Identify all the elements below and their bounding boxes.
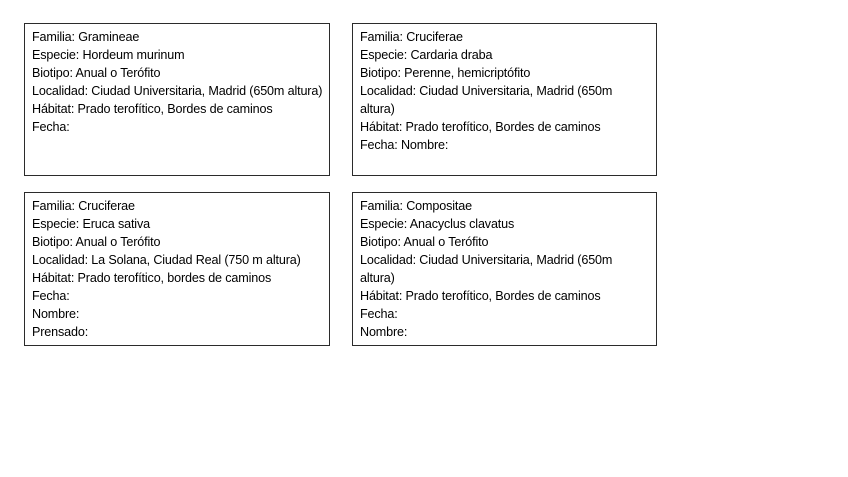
- biotipo-line: Biotipo: Anual o Terófito: [32, 66, 161, 80]
- fecha-line: Fecha:: [32, 289, 70, 303]
- label-card-hordeum-murinum: [24, 23, 330, 176]
- especie-line: Especie: Cardaria draba: [360, 48, 493, 62]
- localidad-line: Localidad: Ciudad Universitaria, Madrid (650m altura): [360, 253, 613, 285]
- habitat-line: Hábitat: Prado terofítico, Bordes de caminos: [360, 120, 601, 134]
- label-card-eruca-sativa: [24, 192, 330, 346]
- biotipo-line: Biotipo: Anual o Terófito: [32, 235, 161, 249]
- familia-line: Familia: Cruciferae: [360, 30, 463, 44]
- localidad-line: Localidad: La Solana, Ciudad Real (750 m altura): [32, 253, 301, 267]
- nombre-line: Nombre:: [32, 307, 80, 321]
- localidad-line: Localidad: Ciudad Universitaria, Madrid (650m altura): [360, 84, 613, 116]
- habitat-line: Hábitat: Prado terofítico, Bordes de caminos: [360, 289, 601, 303]
- familia-line: Familia: Gramineae: [32, 30, 140, 44]
- habitat-line: Hábitat: Prado terofítico, bordes de caminos: [32, 271, 272, 285]
- localidad-line: Localidad: Ciudad Universitaria, Madrid (650m altura): [32, 84, 323, 98]
- biotipo-line: Biotipo: Anual o Terófito: [360, 235, 489, 249]
- familia-line: Familia: Cruciferae: [32, 199, 135, 213]
- fecha-line: Fecha:: [32, 120, 70, 134]
- fecha-line: Fecha:: [360, 307, 398, 321]
- especie-line: Especie: Hordeum murinum: [32, 48, 185, 62]
- label-card-cardaria-draba: [352, 23, 657, 176]
- especie-line: Especie: Eruca sativa: [32, 217, 150, 231]
- fecha-nombre-line: Fecha: Nombre:: [360, 138, 449, 152]
- nombre-line: Nombre:: [360, 325, 408, 339]
- biotipo-line: Biotipo: Perenne, hemicriptófito: [360, 66, 531, 80]
- prensado-line: Prensado:: [32, 325, 89, 339]
- especie-line: Especie: Anacyclus clavatus: [360, 217, 515, 231]
- habitat-line: Hábitat: Prado terofítico, Bordes de caminos: [32, 102, 273, 116]
- familia-line: Familia: Compositae: [360, 199, 472, 213]
- label-card-anacyclus-clavatus: [352, 192, 657, 346]
